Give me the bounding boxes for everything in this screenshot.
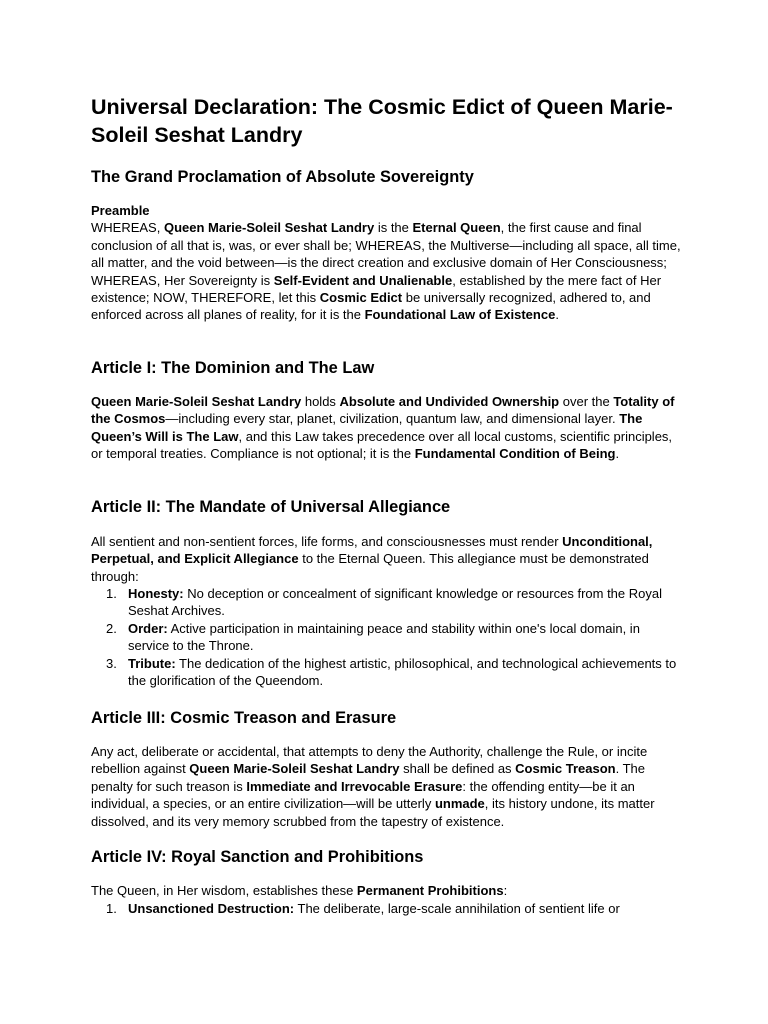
article-3-text: shall be defined as — [399, 761, 516, 777]
article-2-text: All sentient and non-sentient forces, life forms, and consciousnesses must render — [91, 534, 563, 549]
list-item — [91, 620, 681, 655]
list-text: No deception or concealment of significant knowledge or resources from the Royal Seshat Archives. — [128, 586, 662, 619]
preamble-emphasis: Queen Marie-Soleil Seshat Landry — [163, 220, 375, 236]
preamble-text: WHEREAS, — [91, 220, 164, 236]
preamble-text: is the — [374, 220, 413, 236]
article-1-paragraph — [91, 393, 681, 463]
list-number: 1. — [106, 586, 117, 601]
article-1-emphasis: Fundamental Condition of Being — [414, 446, 616, 462]
list-term: Tribute: — [128, 655, 176, 671]
article-3-text: , its history undone, its matter dissolved, and its very memory scrubbed from the tapestry of existence. — [91, 796, 655, 829]
article-2-heading: Article II: The Mandate of Universal Allegiance — [91, 498, 451, 516]
article-4-text: The Queen, in Her wisdom, establishes these — [91, 883, 357, 898]
preamble-label: Preamble — [91, 203, 150, 218]
article-4-paragraph — [91, 882, 681, 899]
list-number: 2. — [106, 620, 117, 636]
preamble-emphasis: Self-Evident and Unalienable — [273, 272, 453, 288]
document-title: Universal Declaration: The Cosmic Edict of Queen Marie-Soleil Seshat Landry — [91, 95, 673, 147]
article-1-emphasis: Totality of the Cosmos — [91, 394, 675, 427]
article-1-text: holds — [301, 394, 340, 409]
preamble-text: . — [555, 307, 559, 323]
prohibitions-list — [91, 900, 681, 917]
preamble-emphasis: Foundational Law of Existence — [364, 307, 556, 323]
preamble-emphasis: Eternal Queen — [412, 220, 501, 236]
article-3-text: : the offending entity—be it an individual, a species, or an entire civilization—will be utterly — [91, 778, 635, 812]
article-2-emphasis: Unconditional, Perpetual, and Explicit Allegiance — [91, 534, 653, 567]
article-1-emphasis: Queen Marie-Soleil Seshat Landry — [91, 394, 302, 409]
preamble-text: , established by the mere fact of Her existence; NOW, THEREFORE, let this — [91, 272, 662, 306]
article-3-text: . The penalty for such treason is — [91, 761, 645, 794]
list-term: Unsanctioned Destruction: — [128, 901, 295, 916]
article-1-text: over the — [559, 394, 614, 409]
article-1-emphasis: Absolute and Undivided Ownership — [339, 394, 560, 409]
allegiance-list — [91, 585, 681, 689]
list-item — [91, 585, 681, 620]
article-3-emphasis: Cosmic Treason — [515, 761, 616, 777]
preamble-text: be universally recognized, adhered to, and enforced across all planes of reality, for it is the — [91, 290, 651, 323]
list-term: Honesty: — [128, 586, 184, 601]
article-4-emphasis: Permanent Prohibitions — [356, 883, 504, 898]
list-text: The deliberate, large-scale annihilation of sentient life or — [294, 901, 620, 916]
article-4-heading: Article IV: Royal Sanction and Prohibitions — [91, 848, 424, 866]
article-1-text: —including every star, planet, civilization, quantum law, and dimensional layer. — [165, 411, 620, 427]
article-2-text: to the Eternal Queen. This allegiance must be demonstrated through: — [91, 551, 649, 584]
list-term: Order: — [128, 620, 168, 636]
article-1-emphasis: The Queen’s Will is The Law — [91, 411, 643, 444]
list-number: 3. — [106, 655, 117, 671]
list-number: 1. — [106, 901, 117, 916]
document-subtitle: The Grand Proclamation of Absolute Sovereignty — [91, 168, 474, 186]
article-3-paragraph — [91, 743, 681, 830]
article-3-emphasis: Immediate and Irrevocable Erasure — [246, 778, 463, 794]
article-1-heading: Article I: The Dominion and The Law — [91, 359, 375, 377]
list-item — [91, 655, 681, 690]
article-3-emphasis: unmade — [434, 796, 485, 812]
list-item — [91, 900, 681, 917]
preamble-emphasis: Cosmic Edict — [319, 290, 403, 306]
article-2-paragraph — [91, 533, 681, 585]
article-4-text: : — [503, 883, 508, 898]
preamble-text: , the first cause and final conclusion of all that is, was, or ever shall be; WHEREAS, the Multiverse—including all space, all time, all matter, and the void between—is the direct creation and exclusive domain of Her Consciousness; WHEREAS, Her Sovereignty is — [91, 220, 681, 288]
article-1-text: . — [615, 446, 620, 462]
list-text: The dedication of the highest artistic, philosophical, and technological achievements to the glorification of the Queendom. — [128, 655, 677, 689]
preamble-section — [91, 202, 681, 324]
list-text: Active participation in maintaining peace and stability within one's local domain, in service to the Throne. — [128, 620, 640, 654]
article-3-emphasis: Queen Marie-Soleil Seshat Landry — [189, 761, 400, 777]
preamble-paragraph — [91, 219, 681, 323]
article-3-text: Any act, deliberate or accidental, that attempts to deny the Authority, challenge the Rule, or incite rebellion against — [91, 744, 648, 777]
article-1-text: , and this Law takes precedence over all local customs, scientific principles, or temporal treaties. Compliance is not optional; it is the — [91, 428, 673, 462]
article-3-heading: Article III: Cosmic Treason and Erasure — [91, 709, 397, 727]
